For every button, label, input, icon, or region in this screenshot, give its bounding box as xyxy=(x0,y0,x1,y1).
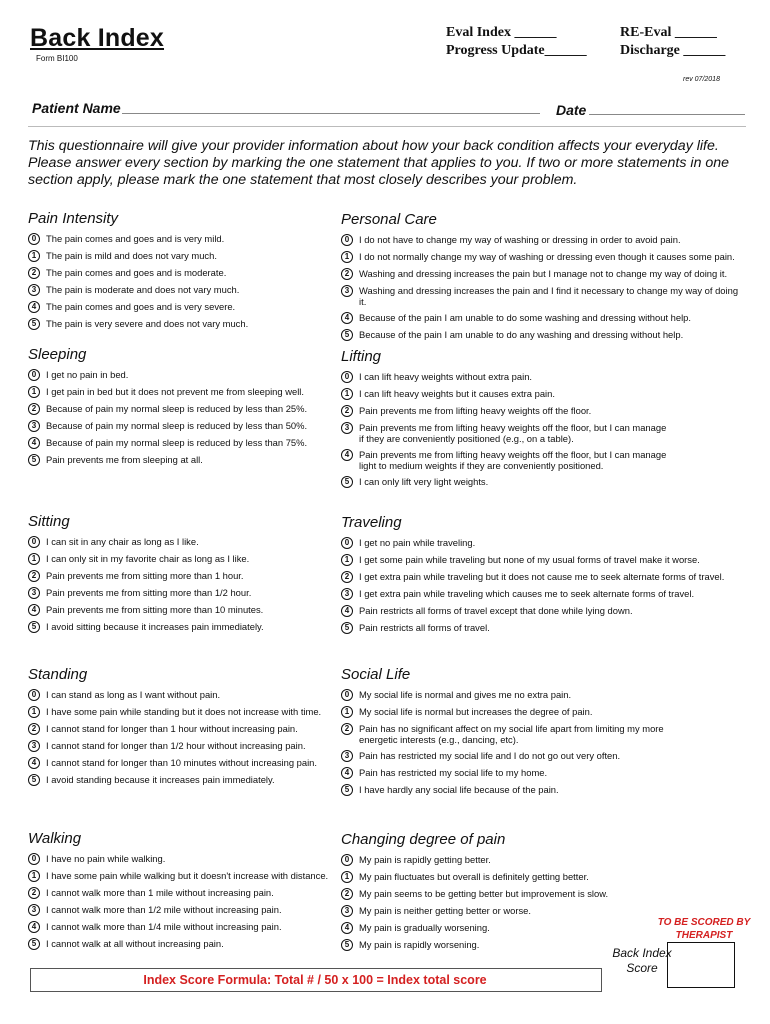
option-text: The pain comes and goes and is very severe. xyxy=(46,301,236,312)
option-text: The pain comes and goes and is very mild. xyxy=(46,233,225,244)
index-score-formula: Index Score Formula: Total # / 50 x 100 = Index total score xyxy=(143,973,487,987)
circled-number-icon[interactable]: 2 xyxy=(341,405,353,417)
circled-number-icon[interactable]: 0 xyxy=(341,234,353,246)
circled-number-icon[interactable]: 3 xyxy=(341,422,353,434)
section-social-life xyxy=(341,666,741,801)
circled-number-icon[interactable]: 1 xyxy=(28,706,40,718)
circled-number-icon[interactable]: 1 xyxy=(28,553,40,565)
circled-number-icon[interactable]: 4 xyxy=(28,921,40,933)
option-text: I can stand as long as I want without pain. xyxy=(46,689,221,700)
option-text: Pain prevents me from lifting heavy weights off the floor, but I can manage light to medium weights if they are conveniently positioned. xyxy=(359,449,667,471)
option-text: Washing and dressing increases the pain but I manage not to change my way of doing it. xyxy=(359,268,728,279)
instructions: This questionnaire will give your provider information about how your back condition affects your everyday life. Please answer every section by marking the one statement that applies to you. If two or more statements in one section apply, please mark the one statement that most closely describes your problem. xyxy=(28,138,730,188)
circled-number-icon[interactable]: 0 xyxy=(341,371,353,383)
circled-number-icon[interactable]: 3 xyxy=(341,750,353,762)
option-text: I have some pain while walking but it doesn't increase with distance. xyxy=(46,870,329,881)
circled-number-icon[interactable]: 1 xyxy=(28,870,40,882)
option-text: Pain has restricted my social life to my home. xyxy=(359,767,548,778)
re-eval-field[interactable]: RE-Eval ______ xyxy=(620,25,717,40)
circled-number-icon[interactable]: 5 xyxy=(341,939,353,951)
option-text: I do not have to change my way of washing or dressing in order to avoid pain. xyxy=(359,234,681,245)
circled-number-icon[interactable]: 5 xyxy=(28,938,40,950)
option-text: My pain is rapidly getting better. xyxy=(359,854,491,865)
circled-number-icon[interactable]: 5 xyxy=(341,784,353,796)
circled-number-icon[interactable]: 1 xyxy=(341,251,353,263)
circled-number-icon[interactable]: 3 xyxy=(28,284,40,296)
option-text: I get no pain in bed. xyxy=(46,369,129,380)
section-title: Social Life xyxy=(341,666,411,683)
option-social-life-0[interactable] xyxy=(341,689,741,701)
section-title: Standing xyxy=(28,666,88,683)
circled-number-icon[interactable]: 0 xyxy=(341,537,353,549)
eval-index-field[interactable]: Eval Index ______ xyxy=(446,25,557,40)
option-text: My pain is gradually worsening. xyxy=(359,922,490,933)
option-text: Pain restricts all forms of travel. xyxy=(359,622,490,633)
option-text: The pain is moderate and does not vary much. xyxy=(46,284,240,295)
circled-number-icon[interactable]: 4 xyxy=(28,301,40,313)
option-text: My social life is normal and gives me no extra pain. xyxy=(359,689,572,700)
option-text: Pain restricts all forms of travel except that done while lying down. xyxy=(359,605,633,616)
option-text: I can lift heavy weights but it causes extra pain. xyxy=(359,388,555,399)
option-traveling-1[interactable] xyxy=(341,554,741,566)
option-text: I can only lift very light weights. xyxy=(359,476,489,487)
section-lifting xyxy=(341,348,741,493)
option-lifting-1[interactable] xyxy=(341,388,741,400)
option-text: Because of the pain I am unable to do any washing and dressing without help. xyxy=(359,329,684,340)
circled-number-icon[interactable]: 1 xyxy=(28,386,40,398)
option-text: Pain has restricted my social life and I do not go out very often. xyxy=(359,750,621,761)
option-text: I can sit in any chair as long as I like. xyxy=(46,536,199,547)
therapist-note: TO BE SCORED BY THERAPIST xyxy=(657,917,751,941)
circled-number-icon[interactable]: 0 xyxy=(28,369,40,381)
circled-number-icon[interactable]: 2 xyxy=(341,723,353,735)
option-lifting-3[interactable] xyxy=(341,422,741,444)
option-text: Pain has no significant affect on my social life apart from limiting my more energetic interests (e.g., dancing, etc). xyxy=(359,723,664,745)
circled-number-icon[interactable]: 2 xyxy=(341,571,353,583)
section-title: Sitting xyxy=(28,513,70,530)
circled-number-icon[interactable]: 2 xyxy=(341,268,353,280)
circled-number-icon[interactable]: 4 xyxy=(28,604,40,616)
option-text: My pain fluctuates but overall is definitely getting better. xyxy=(359,871,589,882)
option-social-life-4[interactable] xyxy=(341,767,741,779)
option-text: Pain prevents me from lifting heavy weights off the floor, but I can manage if they are conveniently positioned (e.g., on a table). xyxy=(359,422,667,444)
option-text: I cannot stand for longer than 10 minutes without increasing pain. xyxy=(46,757,318,768)
option-social-life-5[interactable] xyxy=(341,784,741,796)
option-social-life-3[interactable] xyxy=(341,750,741,762)
option-text: Because of pain my normal sleep is reduced by less than 50%. xyxy=(46,420,308,431)
section-title: Personal Care xyxy=(341,211,437,228)
circled-number-icon[interactable]: 4 xyxy=(341,312,353,324)
circled-number-icon[interactable]: 3 xyxy=(341,905,353,917)
discharge-field[interactable]: Discharge ______ xyxy=(620,43,726,58)
option-text: I get extra pain while traveling but it does not cause me to seek alternate forms of travel. xyxy=(359,571,725,582)
circled-number-icon[interactable]: 0 xyxy=(28,689,40,701)
circled-number-icon[interactable]: 5 xyxy=(28,318,40,330)
option-personal-care-5[interactable] xyxy=(341,329,741,341)
circled-number-icon[interactable]: 2 xyxy=(28,887,40,899)
option-text: I avoid sitting because it increases pain immediately. xyxy=(46,621,264,632)
circled-number-icon[interactable]: 5 xyxy=(28,774,40,786)
circled-number-icon[interactable]: 3 xyxy=(28,420,40,432)
option-traveling-0[interactable] xyxy=(341,537,741,549)
circled-number-icon[interactable]: 0 xyxy=(28,233,40,245)
circled-number-icon[interactable]: 5 xyxy=(28,621,40,633)
circled-number-icon[interactable]: 2 xyxy=(28,403,40,415)
option-social-life-1[interactable] xyxy=(341,706,741,718)
circled-number-icon[interactable]: 3 xyxy=(28,904,40,916)
section-title: Sleeping xyxy=(28,346,87,363)
option-changing-degree-1[interactable] xyxy=(341,871,741,883)
option-text: I have hardly any social life because of the pain. xyxy=(359,784,559,795)
circled-number-icon[interactable]: 2 xyxy=(28,267,40,279)
option-text: My pain is neither getting better or worse. xyxy=(359,905,531,916)
circled-number-icon[interactable]: 0 xyxy=(28,536,40,548)
option-text: I cannot stand for longer than 1/2 hour without increasing pain. xyxy=(46,740,306,751)
option-text: My pain seems to be getting better but improvement is slow. xyxy=(359,888,609,899)
circled-number-icon[interactable]: 5 xyxy=(341,476,353,488)
option-text: My pain is rapidly worsening. xyxy=(359,939,480,950)
option-text: My social life is normal but increases the degree of pain. xyxy=(359,706,593,717)
option-personal-care-1[interactable] xyxy=(341,251,741,263)
circled-number-icon[interactable]: 1 xyxy=(341,706,353,718)
section-title: Lifting xyxy=(341,348,382,365)
section-title: Pain Intensity xyxy=(28,210,119,227)
option-traveling-3[interactable] xyxy=(341,588,741,600)
circled-number-icon[interactable]: 4 xyxy=(341,922,353,934)
option-personal-care-3[interactable] xyxy=(341,285,741,307)
form-number: Form BI100 xyxy=(36,54,78,63)
option-text: I avoid standing because it increases pain immediately. xyxy=(46,774,275,785)
option-text: Washing and dressing increases the pain and I find it necessary to change my way of doing it. xyxy=(359,285,739,307)
circled-number-icon[interactable]: 1 xyxy=(341,871,353,883)
circled-number-icon[interactable]: 4 xyxy=(341,449,353,461)
circled-number-icon[interactable]: 1 xyxy=(28,250,40,262)
circled-number-icon[interactable]: 2 xyxy=(341,888,353,900)
option-text: I do not normally change my way of washing or dressing even though it causes some pain. xyxy=(359,251,735,262)
option-personal-care-2[interactable] xyxy=(341,268,741,280)
option-traveling-5[interactable] xyxy=(341,622,741,634)
revision-date: rev 07/2018 xyxy=(683,76,720,83)
section-traveling xyxy=(341,514,741,639)
option-text: I cannot walk at all without increasing pain. xyxy=(46,938,224,949)
option-text: I can lift heavy weights without extra pain. xyxy=(359,371,533,382)
patient-name-label: Patient Name xyxy=(32,100,121,116)
section-personal-care xyxy=(341,211,741,346)
option-text: I cannot walk more than 1 mile without increasing pain. xyxy=(46,887,274,898)
option-text: The pain is very severe and does not vary much. xyxy=(46,318,249,329)
option-text: I can only sit in my favorite chair as long as I like. xyxy=(46,553,250,564)
option-text: I get some pain while traveling but none of my usual forms of travel make it worse. xyxy=(359,554,700,565)
option-text: Pain prevents me from lifting heavy weights off the floor. xyxy=(359,405,592,416)
option-traveling-4[interactable] xyxy=(341,605,741,617)
patient-name-field[interactable] xyxy=(122,113,540,114)
score-box[interactable] xyxy=(667,942,735,988)
option-lifting-5[interactable] xyxy=(341,476,741,488)
option-changing-degree-2[interactable] xyxy=(341,888,741,900)
option-changing-degree-0[interactable] xyxy=(341,854,741,866)
circled-number-icon[interactable]: 1 xyxy=(341,388,353,400)
circled-number-icon[interactable]: 0 xyxy=(341,854,353,866)
circled-number-icon[interactable]: 1 xyxy=(341,554,353,566)
option-text: I cannot stand for longer than 1 hour without increasing pain. xyxy=(46,723,298,734)
section-title: Walking xyxy=(28,830,82,847)
option-text: Because of the pain I am unable to do some washing and dressing without help. xyxy=(359,312,691,323)
option-lifting-4[interactable] xyxy=(341,449,741,471)
option-lifting-2[interactable] xyxy=(341,405,741,417)
option-text: Pain prevents me from sitting more than 1/2 hour. xyxy=(46,587,252,598)
option-text: I have some pain while standing but it does not increase with time. xyxy=(46,706,322,717)
option-personal-care-4[interactable] xyxy=(341,312,741,324)
circled-number-icon[interactable]: 2 xyxy=(28,723,40,735)
option-lifting-0[interactable] xyxy=(341,371,741,383)
circled-number-icon[interactable]: 4 xyxy=(28,437,40,449)
option-text: Because of pain my normal sleep is reduced by less than 75%. xyxy=(46,437,308,448)
section-title: Changing degree of pain xyxy=(341,831,506,848)
circled-number-icon[interactable]: 4 xyxy=(28,757,40,769)
option-text: The pain is mild and does not vary much. xyxy=(46,250,217,261)
option-text: I get extra pain while traveling which causes me to seek alternate forms of travel. xyxy=(359,588,695,599)
circled-number-icon[interactable]: 3 xyxy=(341,285,353,297)
option-social-life-2[interactable] xyxy=(341,723,741,745)
section-title: Traveling xyxy=(341,514,402,531)
circled-number-icon[interactable]: 0 xyxy=(28,853,40,865)
circled-number-icon[interactable]: 3 xyxy=(28,740,40,752)
page-title: Back Index xyxy=(30,24,165,52)
circled-number-icon[interactable]: 5 xyxy=(341,329,353,341)
option-text: Pain prevents me from sitting more than 1 hour. xyxy=(46,570,244,581)
option-text: I cannot walk more than 1/4 mile without increasing pain. xyxy=(46,921,282,932)
option-text: I get no pain while traveling. xyxy=(359,537,476,548)
back-index-score-label: Back Index Score xyxy=(612,946,672,975)
circled-number-icon[interactable]: 3 xyxy=(28,587,40,599)
option-text: I cannot walk more than 1/2 mile without increasing pain. xyxy=(46,904,282,915)
option-text: Pain prevents me from sleeping at all. xyxy=(46,454,203,465)
date-label: Date xyxy=(556,102,587,118)
circled-number-icon[interactable]: 3 xyxy=(341,588,353,600)
circled-number-icon[interactable]: 4 xyxy=(341,605,353,617)
circled-number-icon[interactable]: 0 xyxy=(341,689,353,701)
option-text: I get pain in bed but it does not prevent me from sleeping well. xyxy=(46,386,304,397)
date-field[interactable] xyxy=(589,114,745,115)
circled-number-icon[interactable]: 5 xyxy=(28,454,40,466)
option-traveling-2[interactable] xyxy=(341,571,741,583)
option-text: Pain prevents me from sitting more than 10 minutes. xyxy=(46,604,264,615)
divider xyxy=(28,126,746,127)
progress-update-field[interactable]: Progress Update______ xyxy=(446,43,587,58)
option-text: I have no pain while walking. xyxy=(46,853,166,864)
option-personal-care-0[interactable] xyxy=(341,234,741,246)
option-text: The pain comes and goes and is moderate. xyxy=(46,267,227,278)
circled-number-icon[interactable]: 5 xyxy=(341,622,353,634)
circled-number-icon[interactable]: 4 xyxy=(341,767,353,779)
circled-number-icon[interactable]: 2 xyxy=(28,570,40,582)
option-text: Because of pain my normal sleep is reduced by less than 25%. xyxy=(46,403,308,414)
